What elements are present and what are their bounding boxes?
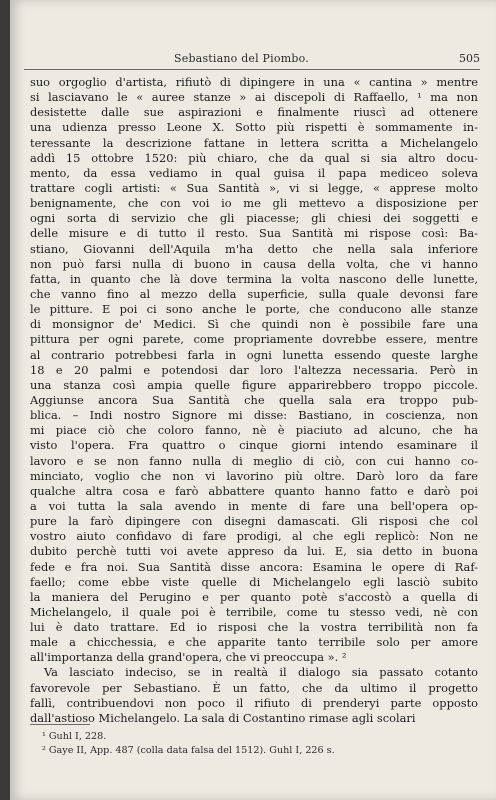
running-header <box>10 52 496 66</box>
text-line: non può farsi nulla di buono in causa della volta, che vi hanno <box>30 256 478 271</box>
text-line: faello; come ebbe viste quelle di Michelangelo egli lasciò subito <box>30 574 478 589</box>
text-line: vostro aiuto confidavo di fare prodigi, al che egli replicò: Non ne <box>30 529 478 544</box>
text-line: delle misure e di tutto il resto. Sua Santità mi rispose così: Ba- <box>30 226 478 241</box>
text-line: una udienza presso Leone X. Sotto più rispetti è sommamente in- <box>30 120 478 135</box>
text-line: una stanza così ampia quelle figure apparirebbero troppo piccole. <box>30 377 478 392</box>
text-line: di monsignor de' Medici. Sì che quindi non è possibile fare una <box>30 317 478 332</box>
text-line: ogni sorta di servizio che gli piacesse; gli chiesi dei soggetti e <box>30 211 478 226</box>
text-line: benignamente, che con voi io me gli mettevo a disposizione per <box>30 196 478 211</box>
text-line: teressante la descrizione fattane in lettera scritta a Michelangelo <box>30 135 478 150</box>
text-line: Michelangelo, il quale poi è terribile, come tu stesso vedi, nè con <box>30 604 478 619</box>
text-line: male a chicchessia, e che apparite tanto terribile solo per amore <box>30 635 478 650</box>
text-line: che vanno fino al mezzo della superficie, sulla quale devonsi fare <box>30 286 478 301</box>
footnote: ² Gaye II, App. 487 (colla data falsa del 1512). Guhl I, 226 s. <box>42 745 335 756</box>
text-line: desistette dalle sue aspirazioni e finalmente riuscì ad ottenere <box>30 105 478 120</box>
text-line: blica. – Indi nostro Signore mi disse: Bastiano, in coscienza, non <box>30 408 478 423</box>
text-line: fallì, contribuendovi non poco il rifiuto di prenderyi parte opposto <box>30 695 478 710</box>
text-line: la maniera del Perugino e per quanto potè s'accostò a quella di <box>30 589 478 604</box>
header-rule <box>24 69 480 70</box>
text-line: all'importanza della grand'opera, che vi preoccupa ». ² <box>30 650 347 665</box>
footnotes <box>42 730 472 758</box>
text-line: le pitture. E poi ci sono anche le porte, che conducono alle stanze <box>30 302 478 317</box>
text-line: pure la farò dipingere con disegni damascati. Gli risposi che col <box>30 514 478 529</box>
text-line: addì 15 ottobre 1520: più chiaro, che da qual si sia altro docu- <box>30 150 478 165</box>
body-text <box>30 75 478 726</box>
text-line: fede e fra noi. Sua Santità disse ancora: Esamina le opere di Raf- <box>30 559 478 574</box>
text-line: suo orgoglio d'artista, rifiutò di dipingere in una « cantina » mentre <box>30 75 478 89</box>
text-line: lavoro e se non fanno nulla di meglio di ciò, con cui hanno co- <box>30 453 478 468</box>
footnote: ¹ Guhl I, 228. <box>42 731 107 742</box>
text-line: visto l'opera. Fra quattro o cinque giorni intendo esaminare il <box>30 438 478 453</box>
text-line: fatta, in quanto che là dove termina la volta nascono delle lunette, <box>30 271 478 286</box>
text-line: favorevole per Sebastiano. È un fatto, che da ultimo il progetto <box>30 680 478 695</box>
text-line: trattare cogli artisti: « Sua Santità », vi si legge, « apprese molto <box>30 180 478 195</box>
text-line: Va lasciato indeciso, se in realtà il dialogo sia passato cotanto <box>44 665 478 680</box>
text-line: mento, da essa vediamo in qual guisa il papa mediceo soleva <box>30 165 478 180</box>
book-page <box>10 0 496 800</box>
page-number: 505 <box>459 52 480 65</box>
text-line: 18 e 20 palmi e potendosi dar loro l'altezza necessaria. Però in <box>30 362 478 377</box>
footnote-rule <box>30 724 90 725</box>
text-line: lui è dato trattare. Ed io risposi che la vostra terribilità non fa <box>30 620 478 635</box>
running-title: Sebastiano del Piombo. <box>174 52 309 65</box>
text-line: mi piace ciò che coloro fanno, nè è piaciuto ad alcuno, che ha <box>30 423 478 438</box>
text-line: a voi tutta la sala avendo in mente di fare una bell'opera op- <box>30 498 478 513</box>
text-line: al contrario potrebbesi farla in ogni lunetta essendo queste larghe <box>30 347 478 362</box>
text-line: stiano, Giovanni dell'Aquila m'ha detto che nella sala inferiore <box>30 241 478 256</box>
text-line: dall'astioso Michelangelo. La sala di Costantino rimase agli scolari <box>30 710 416 725</box>
text-line: si lasciavano le « auree stanze » ai discepoli di Raffaello, ¹ ma non <box>30 90 478 105</box>
text-line: Aggiunse ancora Sua Santità che quella sala era troppo pub- <box>30 392 478 407</box>
text-line: qualche altra cosa e farò abbattere quanto hanno fatto e darò poi <box>30 483 478 498</box>
text-line: pittura per ogni parete, come propriamente dovrebbe essere, mentre <box>30 332 478 347</box>
text-line: minciato, voglio che non vi lavorino più oltre. Darò loro da fare <box>30 468 478 483</box>
text-line: dubito perchè tutti voi avete appreso da lui. E, sia detto in buona <box>30 544 478 559</box>
